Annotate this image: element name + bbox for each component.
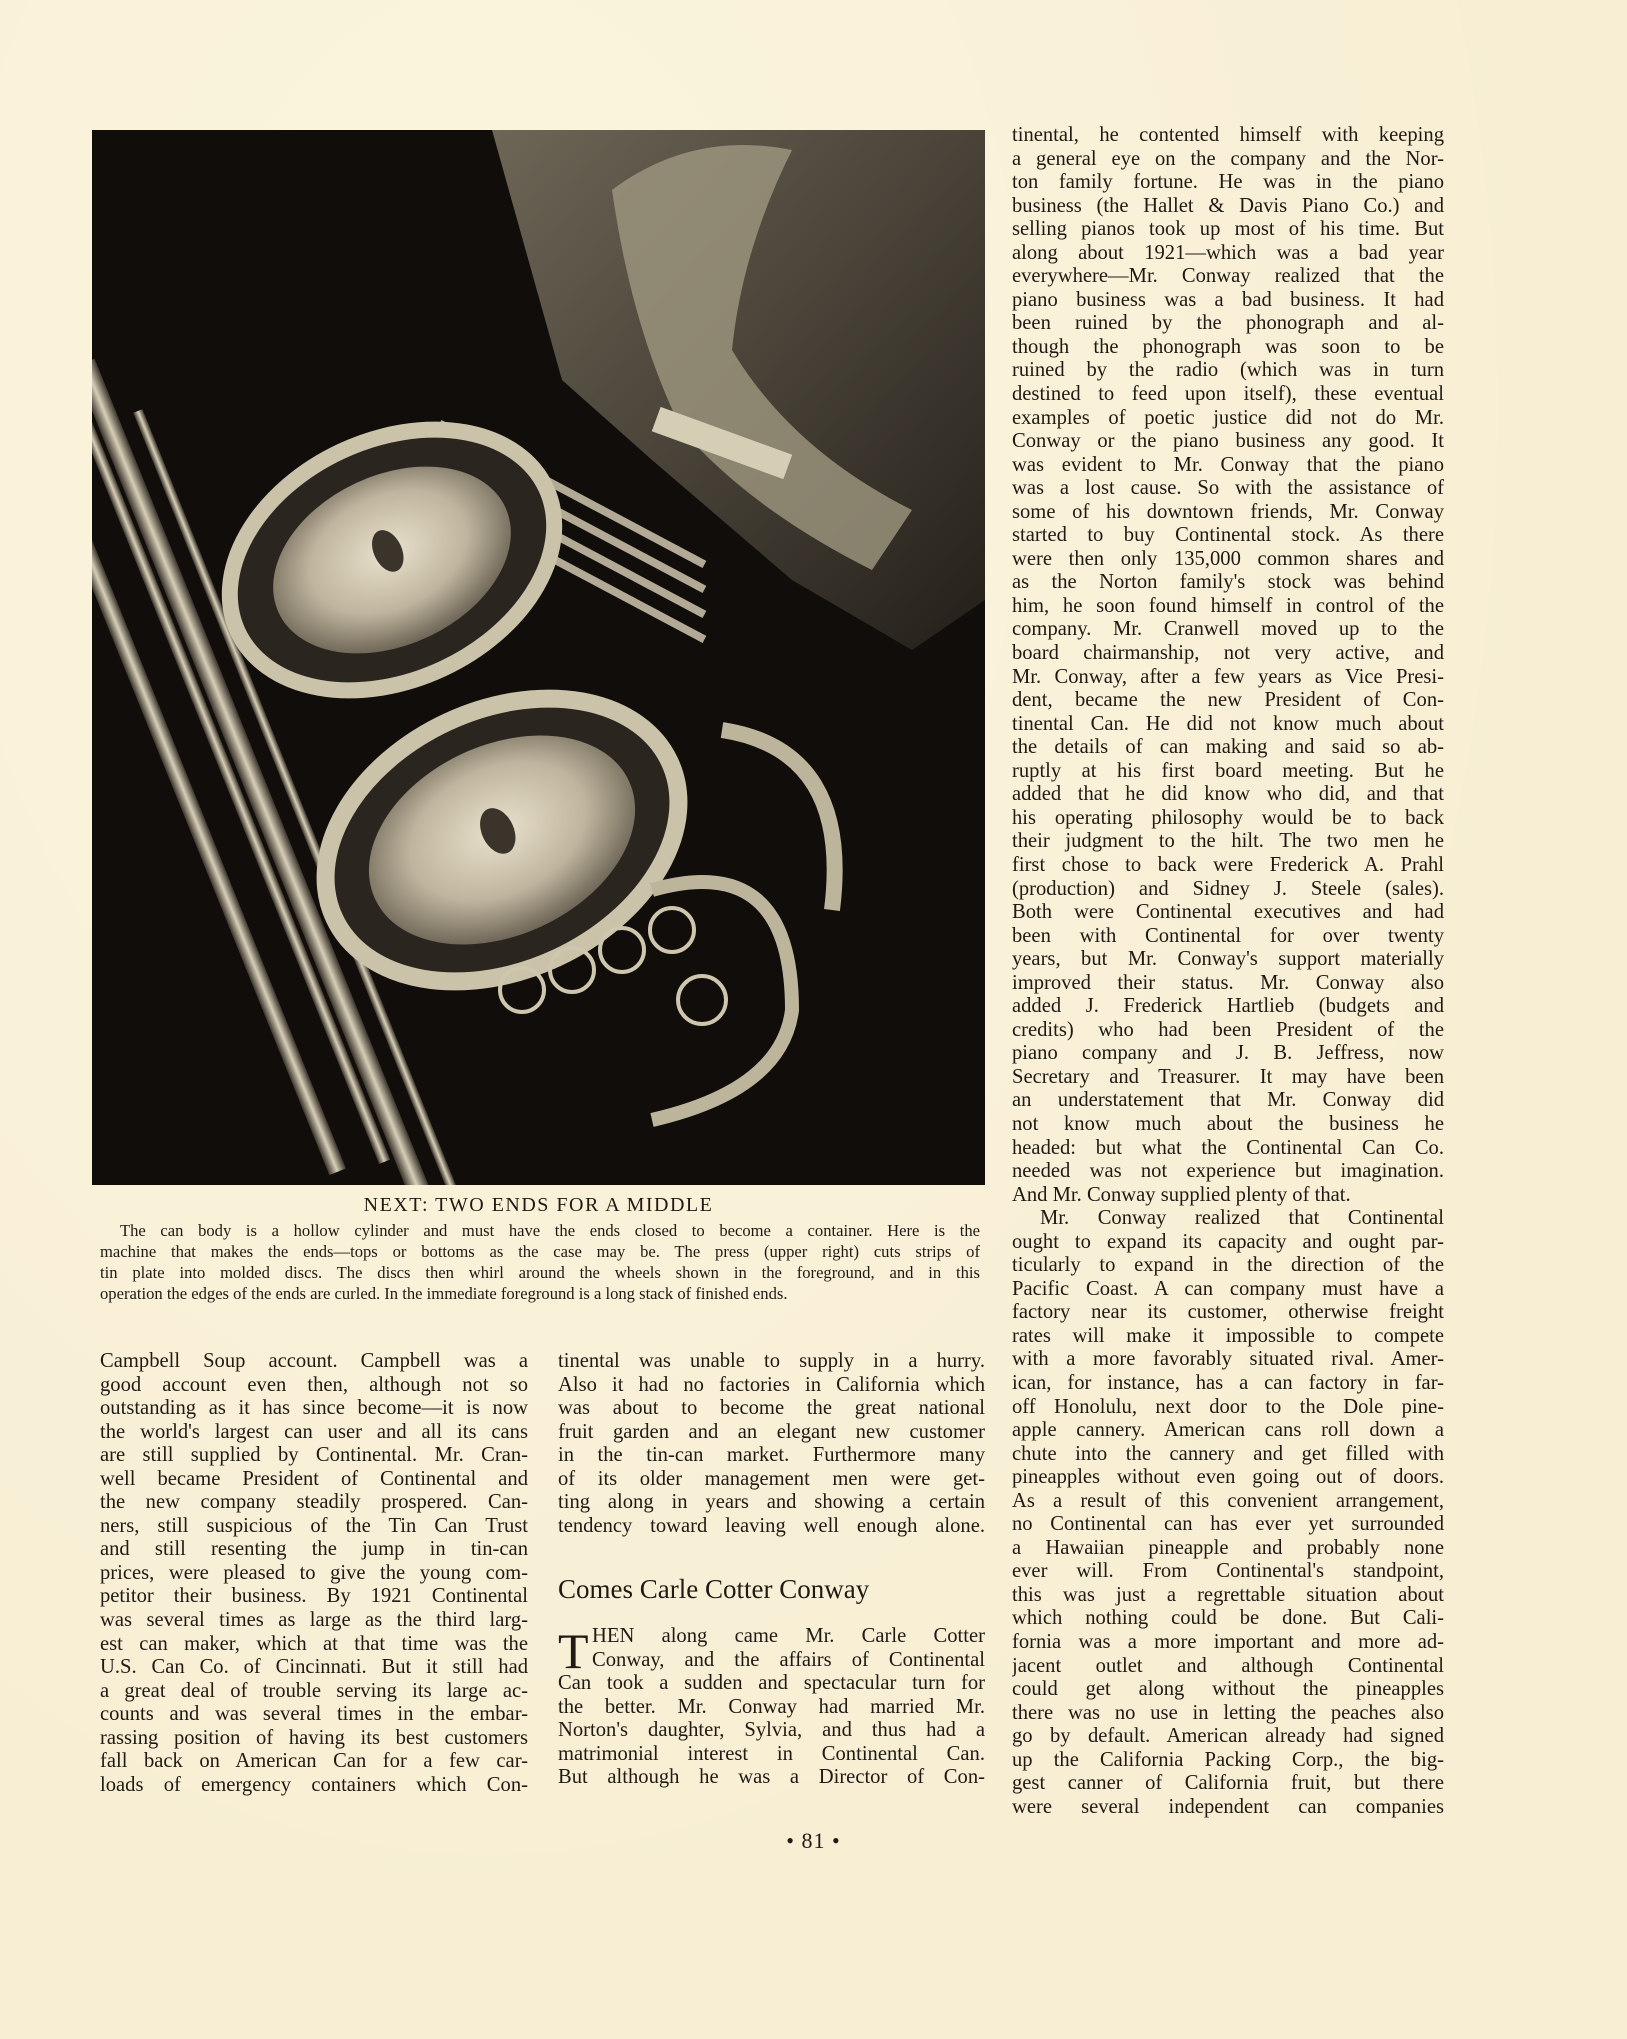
text-line: the better. Mr. Conway had married Mr. bbox=[558, 1695, 985, 1718]
text-line: ruptly at his first board meeting. But he bbox=[1012, 759, 1444, 782]
text-line: was about to become the great national bbox=[558, 1397, 985, 1420]
text-line: this was just a regrettable situation about bbox=[1012, 1583, 1444, 1606]
text-line: their judgment to the hilt. The two men he bbox=[1012, 830, 1444, 853]
text-line: examples of poetic justice did not do Mr. bbox=[1012, 406, 1444, 429]
text-line: the new company steadily prospered. Can- bbox=[100, 1491, 528, 1514]
text-line: prices, were pleased to give the young com- bbox=[100, 1561, 528, 1584]
text-line: ruined by the radio (which was in turn bbox=[1012, 359, 1444, 382]
text-line: pineapples without even going out of doors. bbox=[1012, 1466, 1444, 1489]
text-line: fall back on American Can for a few car- bbox=[100, 1750, 528, 1773]
text-line: not know much about the business he bbox=[1012, 1112, 1444, 1135]
text-line: Conway or the piano business any good. It bbox=[1012, 430, 1444, 453]
text-line: everywhere—Mr. Conway realized that the bbox=[1012, 265, 1444, 288]
text-line: selling pianos took up most of his time. But bbox=[1012, 218, 1444, 241]
text-line: good account even then, although not so bbox=[100, 1373, 528, 1396]
text-line: ticularly to expand in the direction of the bbox=[1012, 1254, 1444, 1277]
text-line: Secretary and Treasurer. It may have been bbox=[1012, 1065, 1444, 1088]
text-line: destined to feed upon itself), these eventual bbox=[1012, 383, 1444, 406]
text-line: been ruined by the phonograph and al- bbox=[1012, 312, 1444, 335]
text-line: Norton's daughter, Sylvia, and thus had a bbox=[558, 1719, 985, 1742]
text-line: was a lost cause. So with the assistance of bbox=[1012, 477, 1444, 500]
text-line: dent, became the new President of Con- bbox=[1012, 689, 1444, 712]
caption-line: The can body is a hollow cylinder and must have the ends closed to become a container. Here is the bbox=[120, 1221, 980, 1240]
text-line: with a more favorably situated rival. Amer- bbox=[1012, 1348, 1444, 1371]
text-line: added J. Frederick Hartlieb (budgets and bbox=[1012, 995, 1444, 1018]
text-line: up the California Packing Corp., the big- bbox=[1012, 1748, 1444, 1771]
text-line: go by default. American already had signed bbox=[1012, 1725, 1444, 1748]
left-column bbox=[100, 1350, 528, 1797]
text-line: est can maker, which at that time was the bbox=[100, 1632, 528, 1655]
text-line: and still resenting the jump in tin-can bbox=[100, 1538, 528, 1561]
caption-title: NEXT: TWO ENDS FOR A MIDDLE bbox=[363, 1194, 714, 1216]
text-line: counts and was several times in the embar- bbox=[100, 1703, 528, 1726]
text-line: ever will. From Continental's standpoint, bbox=[1012, 1560, 1444, 1583]
text-line: U.S. Can Co. of Cincinnati. But it still had bbox=[100, 1656, 528, 1679]
right-column bbox=[1012, 124, 1444, 1819]
text-line: credits) who had been President of the bbox=[1012, 1018, 1444, 1041]
text-line: along about 1921—which was a bad year bbox=[1012, 241, 1444, 264]
text-line: as the Norton family's stock was behind bbox=[1012, 571, 1444, 594]
text-line: Mr. Conway, after a few years as Vice Presi- bbox=[1012, 665, 1444, 688]
text-line: was several times as large as the third larg- bbox=[100, 1609, 528, 1632]
text-line: tinental, he contented himself with keeping bbox=[1012, 124, 1444, 146]
caption-line: tin plate into molded discs. The discs then whirl around the wheels shown in the foreground, and in this bbox=[100, 1263, 980, 1282]
text-line: a great deal of trouble serving its large ac- bbox=[100, 1679, 528, 1702]
text-line: Mr. Conway realized that Continental bbox=[1040, 1207, 1444, 1230]
text-line: fornia was a more important and more ad- bbox=[1012, 1631, 1444, 1653]
caption-line: machine that makes the ends—tops or bottoms as the case may be. The press (upper right) cuts strips of bbox=[100, 1242, 980, 1261]
text-line: off Honolulu, next door to the Dole pine- bbox=[1012, 1395, 1444, 1418]
text-line: needed was not experience but imagination. bbox=[1012, 1160, 1444, 1183]
caption-line: operation the edges of the ends are curled. In the immediate foreground is a long stack of finished ends. bbox=[100, 1284, 788, 1303]
text-line: his operating philosophy would be to back bbox=[1012, 806, 1444, 829]
text-line: loads of emergency containers which Con- bbox=[100, 1773, 528, 1796]
machine-photo bbox=[92, 130, 985, 1185]
text-line: some of his downtown friends, Mr. Conway bbox=[1012, 500, 1444, 523]
page-number: • 81 • bbox=[786, 1828, 841, 1853]
text-line: though the phonograph was soon to be bbox=[1012, 335, 1444, 358]
text-line: jacent outlet and although Continental bbox=[1012, 1654, 1444, 1677]
middle-column-top bbox=[558, 1350, 985, 1538]
text-line: HEN along came Mr. Carle Cotter bbox=[592, 1625, 985, 1647]
text-line: the details of can making and said so ab- bbox=[1012, 736, 1444, 759]
text-line: of its older management men were get- bbox=[558, 1467, 985, 1490]
text-line: were then only 135,000 common shares and bbox=[1012, 547, 1444, 570]
text-line: gest canner of California fruit, but there bbox=[1012, 1772, 1444, 1795]
text-line: headed: but what the Continental Can Co. bbox=[1012, 1136, 1444, 1159]
text-line: tinental was unable to supply in a hurry. bbox=[558, 1350, 985, 1372]
text-line: no Continental can has ever yet surrounded bbox=[1012, 1513, 1444, 1536]
text-line: added that he did know who did, and that bbox=[1012, 783, 1444, 806]
text-line: improved their status. Mr. Conway also bbox=[1012, 971, 1444, 994]
text-line: ican, for instance, has a can factory in far- bbox=[1012, 1371, 1444, 1394]
text-line: petitor their business. By 1921 Continental bbox=[100, 1585, 528, 1608]
text-line: there was no use in letting the peaches also bbox=[1012, 1701, 1444, 1724]
text-line: in the tin-can market. Furthermore many bbox=[558, 1444, 985, 1467]
text-line: tinental Can. He did not know much about bbox=[1012, 712, 1444, 735]
text-line: Campbell Soup account. Campbell was a bbox=[100, 1350, 528, 1372]
text-line: are still supplied by Continental. Mr. Cran- bbox=[100, 1444, 528, 1467]
text-line: board chairmanship, not very active, and bbox=[1012, 642, 1444, 665]
text-line: years, but Mr. Conway's support materially bbox=[1012, 948, 1444, 971]
text-line: well became President of Continental and bbox=[100, 1467, 528, 1490]
text-line: And Mr. Conway supplied plenty of that. bbox=[1012, 1183, 1351, 1206]
text-line: first chose to back were Frederick A. Prahl bbox=[1012, 853, 1444, 876]
text-line: a Hawaiian pineapple and probably none bbox=[1012, 1536, 1444, 1559]
text-line: piano business was a bad business. It had bbox=[1012, 288, 1444, 311]
text-line: outstanding as it has since become—it is now bbox=[100, 1397, 528, 1420]
text-line: matrimonial interest in Continental Can. bbox=[558, 1742, 985, 1765]
text-line: tendency toward leaving well enough alone. bbox=[558, 1514, 985, 1537]
text-line: started to buy Continental stock. As there bbox=[1012, 524, 1444, 547]
text-line: Can took a sudden and spectacular turn for bbox=[558, 1672, 985, 1695]
text-line: chute into the cannery and get filled with bbox=[1012, 1442, 1444, 1465]
middle-column-bottom bbox=[558, 1625, 985, 1790]
text-line: rates will make it impossible to compete bbox=[1012, 1324, 1444, 1347]
text-line: (production) and Sidney J. Steele (sales). bbox=[1012, 877, 1444, 900]
text-line: As a result of this convenient arrangement, bbox=[1012, 1489, 1444, 1512]
text-line: been with Continental for over twenty bbox=[1012, 924, 1444, 947]
text-line: fruit garden and an elegant new customer bbox=[558, 1420, 985, 1443]
text-line: piano company and J. B. Jeffress, now bbox=[1012, 1042, 1444, 1065]
text-line: an understatement that Mr. Conway did bbox=[1012, 1089, 1444, 1112]
text-line: company. Mr. Cranwell moved up to the bbox=[1012, 618, 1444, 641]
text-line: were several independent can companies bbox=[1012, 1795, 1444, 1818]
text-line: ting along in years and showing a certain bbox=[558, 1491, 985, 1514]
text-line: apple cannery. American cans roll down a bbox=[1012, 1419, 1444, 1442]
text-line: ners, still suspicious of the Tin Can Trust bbox=[100, 1514, 528, 1537]
text-line: rassing position of having its best customers bbox=[100, 1726, 528, 1749]
text-line: Pacific Coast. A can company must have a bbox=[1012, 1277, 1444, 1300]
text-line: the world's largest can user and all its cans bbox=[100, 1420, 528, 1443]
text-line: him, he soon found himself in control of the bbox=[1012, 594, 1444, 617]
caption-body bbox=[100, 1220, 980, 1304]
text-line: which nothing could be done. But Cali- bbox=[1012, 1607, 1444, 1630]
text-line: business (the Hallet & Davis Piano Co.) and bbox=[1012, 194, 1444, 217]
text-line: But although he was a Director of Con- bbox=[558, 1766, 985, 1789]
text-line: a general eye on the company and the Nor- bbox=[1012, 147, 1444, 170]
text-line: ton family fortune. He was in the piano bbox=[1012, 171, 1444, 194]
text-line: factory near its customer, otherwise freight bbox=[1012, 1301, 1444, 1324]
text-line: Conway, and the affairs of Continental bbox=[592, 1648, 985, 1671]
text-line: could get along without the pineapples bbox=[1012, 1678, 1444, 1701]
text-line: was evident to Mr. Conway that the piano bbox=[1012, 453, 1444, 476]
text-line: Both were Continental executives and had bbox=[1012, 901, 1444, 924]
text-line: Also it had no factories in California which bbox=[558, 1373, 985, 1396]
text-line: ought to expand its capacity and ought par- bbox=[1012, 1230, 1444, 1253]
drop-cap: T bbox=[558, 1623, 589, 1679]
section-heading: Comes Carle Cotter Conway bbox=[558, 1574, 870, 1604]
machine-photo-illustration bbox=[92, 130, 985, 1185]
